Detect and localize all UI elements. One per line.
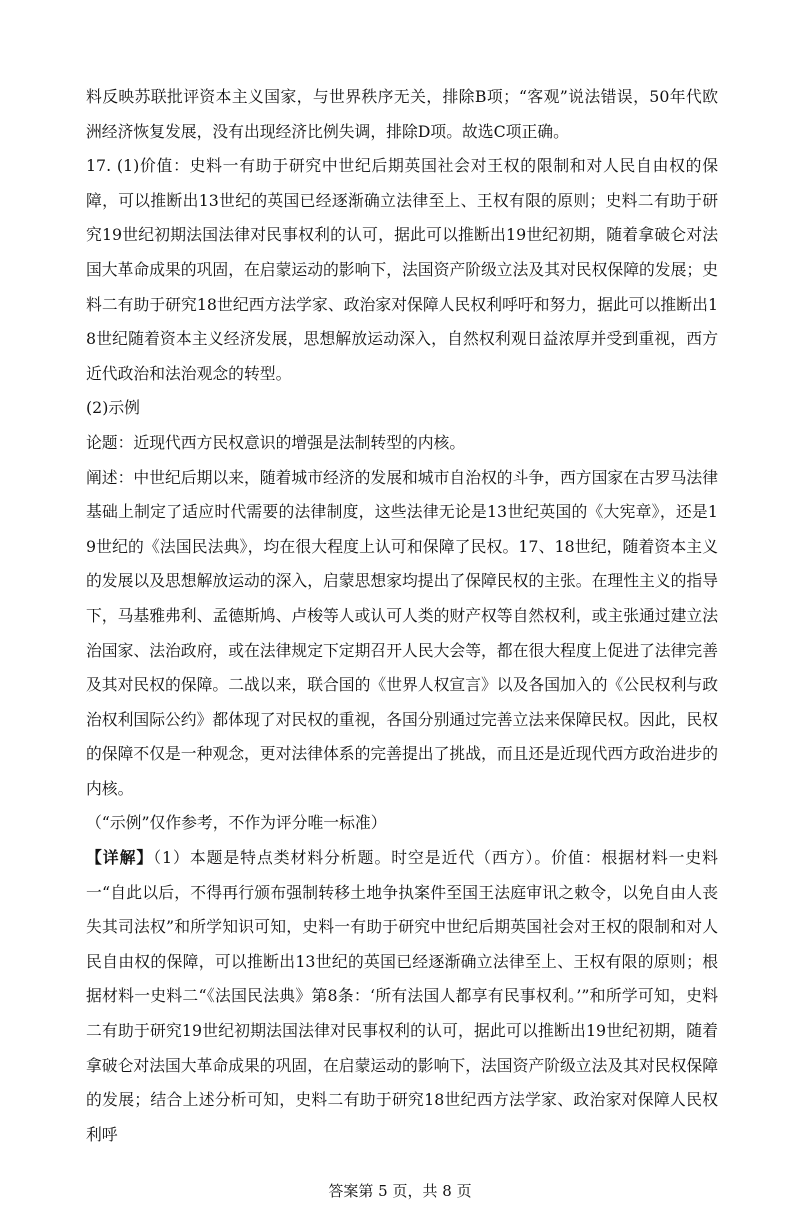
paragraph-q17-part1: 17. (1)价值：史料一有助于研究中世纪后期英国社会对王权的限制和对人民自由权的保障，可以推断出13世纪的英国已经逐渐确立法律至上、王权有限的原则；史料二有助于研究19世纪初期法国法律对民事权利的认可，据此可以推断出19世纪初期，随着拿破仑对法国大革命成果的巩固，在启蒙运动的影响下，法国资产阶级立法及其对民权保障的发展；史料二有助于研究18世纪西方法学家、政治家对保障人民权利呼吁和努力，据此可以推断出18世纪随着资本主义经济发展，思想解放运动深入，自然权利观日益浓厚并受到重视，西方近代政治和法治观念的转型。 <box>86 156 718 383</box>
paragraph-thesis: 论题：近现代西方民权意识的增强是法制转型的内核。 <box>86 432 466 452</box>
answer-content <box>86 80 718 1152</box>
paragraph-q17-part2-heading: (2)示例 <box>86 398 140 418</box>
paragraph-continuation: 料反映苏联批评资本主义国家，与世界秩序无关，排除B项；“客观”说法错误，50年代欧洲经济恢复发展，没有出现经济比例失调，排除D项。故选C项正确。 <box>86 87 718 141</box>
paragraph-detail <box>86 841 718 1152</box>
paragraph-note: （“示例”仅作参考，不作为评分唯一标准） <box>86 813 387 833</box>
page-footer: 答案第 5 页，共 8 页 <box>328 1182 472 1200</box>
paragraph-argument: 阐述：中世纪后期以来，随着城市经济的发展和城市自治权的斗争，西方国家在古罗马法律基础上制定了适应时代需要的法律制度，这些法律无论是13世纪英国的《大宪章》，还是19世纪的《法国民法典》，均在很大程度上认可和保障了民权。17、18世纪，随着资本主义的发展以及思想解放运动的深入，启蒙思想家均提出了保障民权的主张。在理性主义的指导下，马基雅弗利、孟德斯鸠、卢梭等人或认可人类的财产权等自然权利，或主张通过建立法治国家、法治政府，或在法律规定下定期召开人民大会等，都在很大程度上促进了法律完善及其对民权的保障。二战以来，联合国的《世界人权宣言》以及各国加入的《公民权利与政治权利国际公约》都体现了对民权的重视，各国分别通过完善立法来保障民权。因此，民权的保障不仅是一种观念，更对法律体系的完善提出了挑战，而且还是近现代西方政治进步的内核。 <box>86 467 718 798</box>
detail-label: 【详解】 <box>86 848 154 868</box>
detail-text: （1）本题是特点类材料分析题。时空是近代（西方）。价值：根据材料一史料一“自此以后，不得再行颁布强制转移土地争执案件至国王法庭审讯之敕令，以免自由人丧失其司法权”和所学知识可知，史料一有助于研究中世纪后期英国社会对王权的限制和对人民自由权的保障，可以推断出13世纪的英国已经逐渐确立法律至上、王权有限的原则；根据材料一史料二“《法国民法典》第8条：‘所有法国人都享有民事权利。’”和所学可知，史料二有助于研究19世纪初期法国法律对民事权利的认可，据此可以推断出19世纪初期，随着拿破仑对法国大革命成果的巩固，在启蒙运动的影响下，法国资产阶级立法及其对民权保障的发展；结合上述分析可知，史料二有助于研究18世纪西方法学家、政治家对保障人民权利呼 <box>86 848 718 1144</box>
